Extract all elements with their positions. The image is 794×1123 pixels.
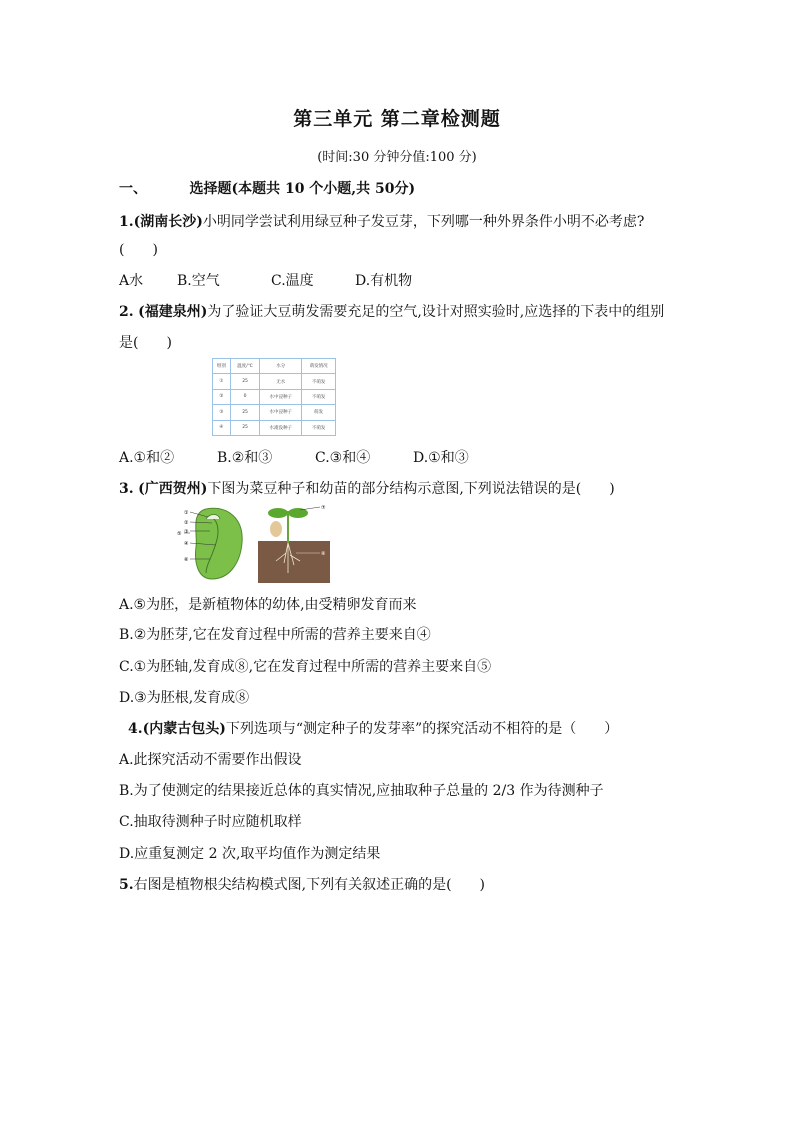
table-cell: 水淹没种子 (260, 420, 302, 435)
label-4: ④ (184, 541, 189, 547)
q4-option-d: D.应重复测定 2 次,取平均值作为测定结果 (119, 846, 381, 862)
q5-number: 5. (119, 877, 134, 893)
table-cell: 25 (230, 405, 260, 420)
q1-source: (湖南长沙) (133, 214, 203, 230)
q1-option-b: B.空气 (177, 273, 220, 289)
q2-option-c: C.③和④ (315, 450, 371, 466)
table-cell: ④ (213, 420, 231, 435)
table-row (213, 389, 336, 404)
q2-option-d: D.①和③ (413, 450, 469, 466)
q2-table (212, 358, 336, 436)
table-cell: 萌发 (302, 405, 336, 420)
q1-options (119, 270, 412, 290)
table-cell: 25 (230, 374, 260, 389)
seed-seedling-figure (176, 503, 330, 583)
table-cell: 不萌发 (302, 389, 336, 404)
q2-source: (福建泉州) (138, 304, 208, 320)
q1-blank: ( ) (119, 242, 158, 258)
table-cell: 不萌发 (302, 374, 336, 389)
table-cell: 0 (230, 389, 260, 404)
label-7: ⑦ (321, 505, 326, 511)
label-3: ③ (184, 529, 189, 535)
page-subtitle: (时间:30 分钟分值:100 分) (317, 150, 477, 165)
question-1 (119, 211, 644, 231)
table-header: 萌发情况 (302, 359, 336, 374)
section-label: 选择题(本题共 10 个小题,共 50分) (189, 181, 416, 197)
question-2 (119, 301, 664, 321)
q3-option-b: B.②为胚芽,它在发育过程中所需的营养主要来自④ (119, 627, 431, 643)
q4-option-b: B.为了使测定的结果接近总体的真实情况,应抽取种子总量的 2/3 作为待测种子 (119, 783, 604, 799)
q2-option-b: B.②和③ (217, 450, 273, 466)
bean-seed-illustration (177, 508, 242, 579)
table-cell: 不萌发 (302, 420, 336, 435)
label-6: ⑥ (184, 557, 189, 563)
q3-number: 3. (119, 481, 134, 497)
label-5: ⑤ (177, 531, 182, 537)
label-8: ⑧ (321, 551, 326, 557)
question-3 (119, 478, 615, 498)
question-5 (119, 874, 485, 894)
section-number: 一、 (119, 181, 147, 197)
table-row (213, 405, 336, 420)
table-cell: 水中浸种子 (260, 405, 302, 420)
table-row (213, 374, 336, 389)
q2-number: 2. (119, 304, 134, 320)
table-cell: ③ (213, 405, 231, 420)
q1-number: 1. (119, 214, 134, 230)
q3-option-c: C.①为胚轴,发育成⑧,它在发育过程中所需的营养主要来自⑤ (119, 659, 492, 675)
q4-option-c: C.抽取待测种子时应随机取样 (119, 814, 302, 830)
table-cell: ① (213, 374, 231, 389)
section-heading (119, 178, 415, 198)
label-2: ② (184, 520, 189, 526)
q2-text: 为了验证大豆萌发需要充足的空气,设计对照实验时,应选择的下表中的组别 (207, 304, 665, 320)
q4-text: 下列选项与“测定种子的发芽率”的探究活动不相符的是（ ） (225, 721, 619, 737)
q1-option-c: C.温度 (271, 273, 314, 289)
q1-text: 小明同学尝试利用绿豆种子发豆芽，下列哪一种外界条件小明不必考虑? (202, 214, 645, 230)
q2-text-cont: 是( ) (119, 335, 172, 351)
q1-option-a: A水 (119, 273, 144, 289)
q4-option-a: A.此探究活动不需要作出假设 (119, 752, 302, 768)
q4-number: 4. (128, 721, 143, 737)
q3-source: (广西贺州) (138, 481, 208, 497)
q3-option-a: A.⑤为胚，是新植物体的幼体,由受精卵发育而来 (119, 597, 417, 613)
q3-text: 下图为菜豆种子和幼苗的部分结构示意图,下列说法错误的是( ) (207, 481, 615, 497)
table-header: 组别 (213, 359, 231, 374)
page-title: 第三单元 第二章检测题 (293, 108, 501, 130)
table-row (213, 420, 336, 435)
q4-source: (内蒙古包头) (142, 721, 226, 737)
label-1: ① (184, 510, 189, 516)
table-header-row (213, 359, 336, 374)
q3-option-d: D.③为胚根,发育成⑧ (119, 690, 250, 706)
question-4 (128, 718, 618, 738)
q1-option-d: D.有机物 (355, 273, 413, 289)
table-cell: 25 (230, 420, 260, 435)
seedling-illustration (258, 503, 330, 583)
table-cell: 水中浸种子 (260, 389, 302, 404)
table-cell: ② (213, 389, 231, 404)
table-header: 水分 (260, 359, 302, 374)
q2-option-a: A.①和② (119, 450, 175, 466)
table-header: 温度/℃ (230, 359, 260, 374)
table-cell: 无水 (260, 374, 302, 389)
q5-text: 右图是植物根尖结构模式图,下列有关叙述正确的是( ) (133, 877, 485, 893)
q2-options (119, 447, 469, 467)
